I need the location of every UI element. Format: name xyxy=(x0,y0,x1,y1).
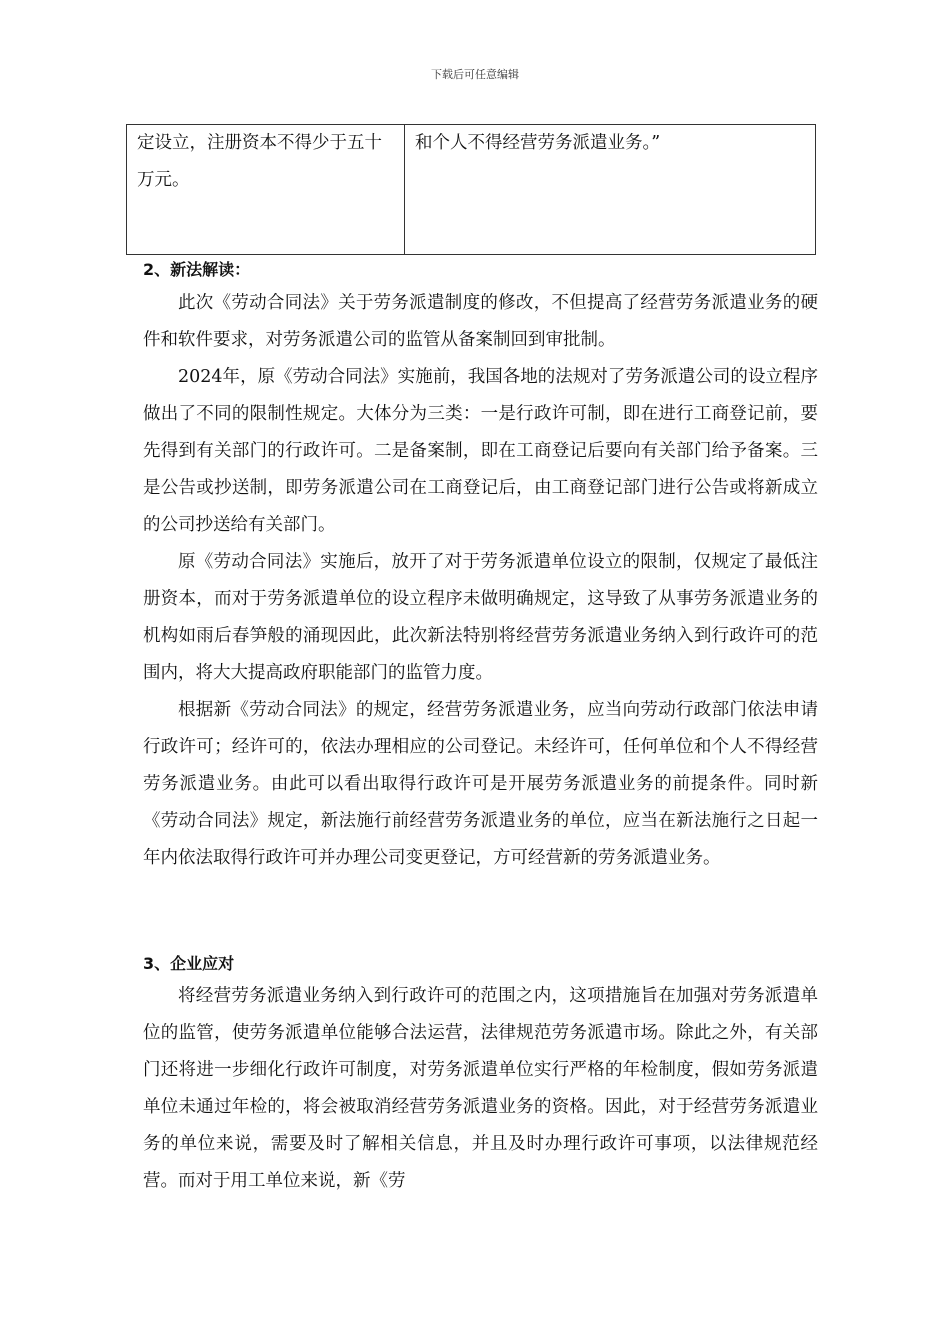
table-cell-right: 和个人不得经营劳务派遣业务。” xyxy=(405,125,816,255)
paragraph: 原《劳动合同法》实施后，放开了对于劳务派遣单位设立的限制，仅规定了最低注册资本，而对于劳务派遣单位的设立程序未做明确规定，这导致了从事劳务派遣业务的机构如雨后春笋般的涌现因此，此次新法特别将经营劳务派遣业务纳入到行政许可的范围内，将大大提高政府职能部门的监管力度。 xyxy=(143,552,818,683)
paragraph: 此次《劳动合同法》关于劳务派遣制度的修改，不但提高了经营劳务派遣业务的硬件和软件要求，对劳务派遣公司的监管从备案制回到审批制。 xyxy=(143,293,818,350)
section-2-body xyxy=(143,285,818,877)
section-2-heading: 2、新法解读： xyxy=(143,260,251,279)
section-3-heading: 3、企业应对 xyxy=(143,954,235,973)
section-3-body xyxy=(143,978,818,1200)
comparison-table xyxy=(126,124,816,255)
table-cell-left: 定设立，注册资本不得少于五十万元。 xyxy=(127,125,405,255)
paragraph: 2024年，原《劳动合同法》实施前，我国各地的法规对了劳务派遣公司的设立程序做出了不同的限制性规定。大体分为三类：一是行政许可制，即在进行工商登记前，要先得到有关部门的行政许可。二是备案制，即在工商登记后要向有关部门给予备案。三是公告或抄送制，即劳务派遣公司在工商登记后，由工商登记部门进行公告或将新成立的公司抄送给有关部门。 xyxy=(143,367,818,535)
paragraph: 将经营劳务派遣业务纳入到行政许可的范围之内，这项措施旨在加强对劳务派遣单位的监管，使劳务派遣单位能够合法运营，法律规范劳务派遣市场。除此之外，有关部门还将进一步细化行政许可制度，对劳务派遣单位实行严格的年检制度，假如劳务派遣单位未通过年检的，将会被取消经营劳务派遣业务的资格。因此，对于经营劳务派遣业务的单位来说，需要及时了解相关信息，并且及时办理行政许可事项，以法律规范经营。而对于用工单位来说，新《劳 xyxy=(143,986,818,1191)
page-header: 下载后可任意编辑 xyxy=(431,68,519,81)
table-row xyxy=(127,125,816,255)
paragraph: 根据新《劳动合同法》的规定，经营劳务派遣业务，应当向劳动行政部门依法申请行政许可；经许可的，依法办理相应的公司登记。未经许可，任何单位和个人不得经营劳务派遣业务。由此可以看出取得行政许可是开展劳务派遣业务的前提条件。同时新《劳动合同法》规定，新法施行前经营劳务派遣业务的单位，应当在新法施行之日起一年内依法取得行政许可并办理公司变更登记，方可经营新的劳务派遣业务。 xyxy=(143,700,818,868)
